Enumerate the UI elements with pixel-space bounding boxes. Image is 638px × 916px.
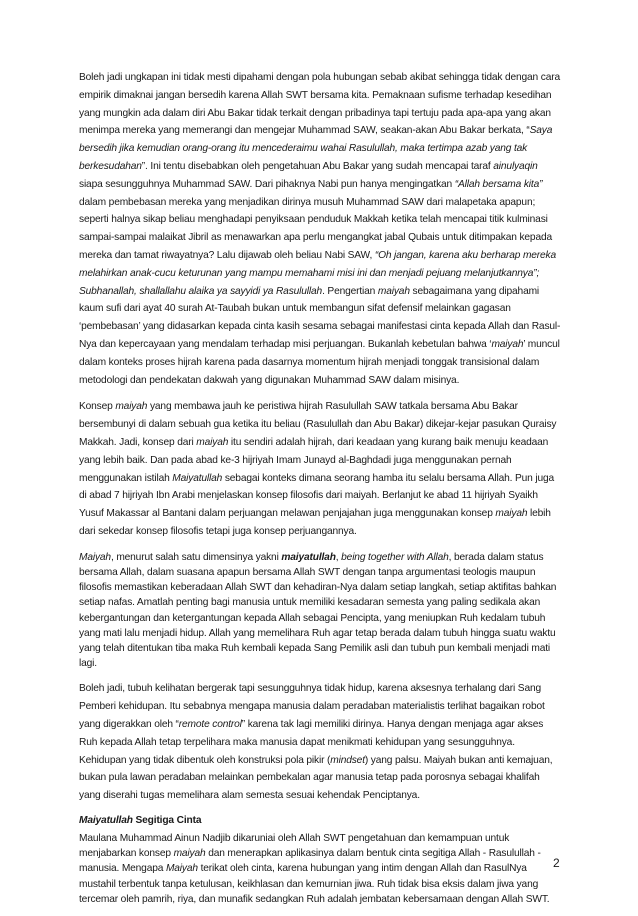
text-run: maiyah [495,508,528,520]
text-run: Maiyah [79,551,111,563]
text-run: ’ muncul dalam konteks proses hijrah karena pada dasarnya momentum hijrah menjadi tonggak transisional dalam metodologi dan pendekatan dakwah yang digunakan Muhammad SAW dalam misinya. [79,338,560,386]
text-run: Boleh jadi ungkapan ini tidak mesti dipahami dengan pola hubungan sebab akibat sehingga tidak dengan cara empirik dimaknai jangan bersedih karena Allah SWT bersama kita. Pemaknaan sufisme terhadap kesedihan yang mungkin ada dalam diri Abu Bakar tidak terkait dengan pribadinya tapi tertuju pada apa-apa yang akan menimpa mereka yang memerangi dan mengejar Muhammad SAW, seakan-akan Abu Bakar berkata, “ [79,72,560,137]
text-run: ”. Ini tentu disebabkan oleh pengetahuan Abu Bakar yang sudah mencapai taraf [141,160,494,172]
text-run: sebagaimana yang dipahami kaum sufi dari ayat 40 surah At-Taubah bukan untuk membangun sifat defensif melainkan gagasan ‘pembebasan’ yang didasarkan kepada cinta kasih sesama sebagai manifestasi cinta kepada Allah dan Rasul-Nya dan kepercayaan yang mendalam terhadap misi perjuangan. Bukanlah kebetulan bahwa ‘ [79,285,561,350]
text-run: maiyah [173,848,206,860]
text-run: ainulyaqin [493,160,538,172]
text-run: being together with Allah [341,551,449,563]
section-heading-rest: Segitiga Cinta [132,814,202,826]
text-run: maiyatullah [281,551,336,563]
text-run: mindset [330,754,365,766]
text-run: Maulana Muhammad Ainun Nadjib dikaruniai oleh Allah SWT pengetahuan dan kemampuan untuk menjabarkan konsep [79,832,510,860]
text-run: Saya bersedih jika kemudian orang-orang itu mencederaimu wahai Rasulullah, maka tertimpa azab yang tak berkesudahan [79,125,553,172]
text-run: Maiyatullah [172,472,223,484]
text-run: sebagai konteks dimana seorang hamba itu selalu bersama Allah. Pun juga di abad 7 hijriyah Ibn Arabi menjelaskan konsep filosofis dari maiyah. Berlanjut ke abad 11 hijriyah Syaikh Yusuf Makassar al Bantani dalam perjuangan melawan penjajahan juga menggunakan konsep [79,472,555,520]
text-run: Maiyah [165,863,198,875]
text-run: yang membawa jauh ke peristiwa hijrah Rasulullah SAW tatkala bersama Abu Bakar bersembunyi di dalam sebuah gua ketika itu beliau (Rasulullah dan Abu Bakar) dikejar-kejar pasukan Quraisy Makkah. Jadi, konsep dari [79,401,557,448]
section-heading-italic: Maiyatullah [79,814,133,826]
page-number: 2 [553,856,560,870]
text-run: , [335,551,342,563]
text-run: ) yang palsu. Maiyah bukan anti kemajuan, bukan pula lawan peradaban melainkan pembekalan agar manusia tetap pada porosnya sebagai khalifah yang diserahi tugas memelihara alam semesta sesuai kehendak Penciptanya. [79,754,553,802]
text-run: , menurut salah satu dimensinya yakni [110,551,282,563]
text-run: maiyah [196,436,229,448]
text-run: maiyah [491,338,524,350]
text-run: dan menerapkan aplikasinya dalam bentuk cinta segitiga Allah - Rasulullah - manusia. Mengapa [79,848,541,875]
paragraph [79,69,563,389]
paragraph [79,398,563,540]
text-run: ” karena tak lagi memiliki dirinya. Hanya dengan menjaga agar akses Ruh kepada Allah tetap terpelihara maka manusia dapat menikmati kehidupan yang sesungguhnya. Kehidupan yang tidak dibentuk oleh konstruksi pola pikir ( [79,718,544,766]
text-run: Konsep [79,401,116,413]
text-run: , berada dalam status bersama Allah, dalam suasana apapun bersama Allah SWT dengan tanpa argumentasi teologis maupun filosofis memastikan keberadaan Allah SWT dan kehadiran-Nya dalam setiap langkah, setiap aktifitas bahkan setiap nafas. Amatlah penting bagi manusia untuk memiliki kesadaran semesta yang paling sedikala akan kebergantungan dan ketergantungan kepada Allah sebagai Pencipta, yang meniupkan Ruh kedalam tubuh yang mati lalu menjadi hidup. Allah yang memelihara Ruh agar tetap berada dalam tubuh hingga suatu waktu yang telah ditentukan tiba maka Ruh kembali kepada Sang Pemilik asli dan tubuh pun kembali menjadi mati lagi. [79,551,557,670]
text-run: siapa sesungguhnya Muhammad SAW. Dari pihaknya Nabi pun hanya mengingatkan [79,178,455,190]
text-run: . Pengertian [322,285,378,297]
paragraph [79,831,563,907]
text-run: Boleh jadi, tubuh kelihatan bergerak tapi sesungguhnya tidak hidup, karena aksesnya terhalang dari Sang Pemberi kehidupan. Itu sebabnya mengapa manusia dalam peradaban materialistis terlihat bagaikan robot yang digerakkan oleh “ [79,683,545,730]
text-run: remote control [178,718,242,730]
text-run: maiyah [115,401,148,413]
document-body [79,69,563,916]
paragraph [79,550,563,672]
text-run: dalam pembebasan mereka yang menjadikan dirinya musuh Muhammad SAW dari malapetaka apapun; seperti halnya sikap beliau menghadapi penyiksaan penduduk Makkah ketika telah mencapai titik kulminasi sampai-sampai malaikat Jibril as menawarkan apa perlu mengangkat jabal Qubais untuk ditimpakan kepada mereka dan tamat riwayatnya? Lalu dijawab oleh beliau Nabi SAW, [79,196,552,261]
text-run: itu sendiri adalah hijrah, dari keadaan yang kurang baik menuju keadaan yang lebih baik. Dan pada abad ke-3 hijriyah Imam Junayd al-Baghdadi juga menggunakan pernah menggunakan istilah [79,436,549,484]
text-run: lebih dari sekedar konsep filosofis tetapi juga konsep perjuangannya. [79,508,551,537]
paragraph [79,680,563,805]
section-heading [79,814,563,828]
text-run: “Allah bersama kita” [454,178,543,190]
text-run: terikat oleh cinta, karena hubungan yang intim dengan Allah dan RasulNya mustahil terbentuk tanpa ketulusan, keikhlasan dan kemurnian jiwa. Ruh tidak bisa eksis dalam jiwa yang tercemar oleh pamrih, riya, dan munafik sedangkan Ruh adalah jembatan kebersamaan dengan Allah SWT. [79,863,550,905]
text-run: “Oh jangan, karena aku berharap mereka melahirkan anak-cucu keturunan yang mampu memahami misi ini dan menjadi pejuang melanjutkannya”; Subhanallah, shallallahu alaika ya sayyidi ya Rasulullah [79,249,557,297]
text-run: maiyah [377,285,410,297]
